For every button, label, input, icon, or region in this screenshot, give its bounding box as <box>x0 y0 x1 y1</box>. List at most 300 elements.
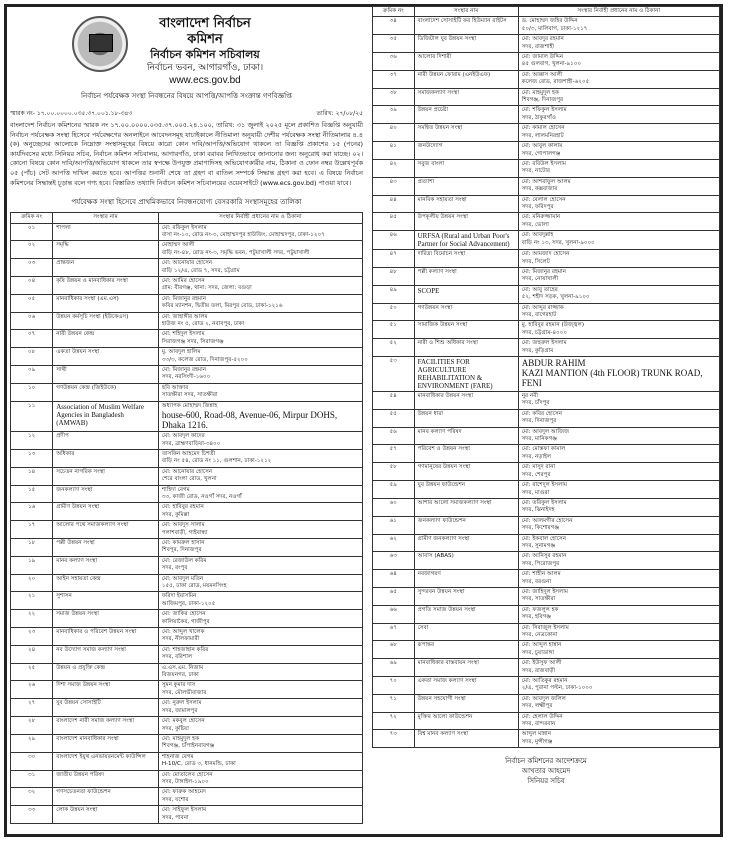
table-row <box>11 752 363 770</box>
organization-address: সদর, সাতক্ষীরা <box>521 596 556 603</box>
memo-line <box>10 108 363 119</box>
serial-number: ১৬ <box>11 503 53 521</box>
organization-name: আলোর দিশারী <box>414 53 518 71</box>
organization-address: সদর, চুয়াডাঙ্গা <box>521 649 554 656</box>
head-and-address <box>518 339 719 357</box>
organization-name: FACILITIES FOR AGRICULTURE REHABILITATION & ENVIRONMENT (FARE) <box>414 357 518 392</box>
executive-head-name: মোহাম্মদ আলী <box>161 242 195 249</box>
organization-name: উন্নয়ন সহযোগী সংস্থা <box>414 694 518 712</box>
head-and-address <box>518 285 719 303</box>
head-and-address <box>158 538 362 556</box>
organization-address: বাসা নং-১০, রোড নং-৩, মোহাম্মদপুর হাউজিং, মোহাম্মদপুর, ঢাকা-১২০৭ <box>161 231 325 238</box>
serial-number: ১৭ <box>11 521 53 539</box>
executive-head-name: মো: আনিসুর রহমান <box>521 553 567 560</box>
executive-head-name: মো: মিজানুর রহমান <box>161 367 207 374</box>
head-and-address <box>518 463 719 481</box>
head-and-address <box>158 663 362 681</box>
head-and-address <box>158 312 362 330</box>
head-and-address <box>158 610 362 628</box>
serial-number: ৪৫ <box>373 213 415 231</box>
executive-head-name: মো: আবদুল কাদের <box>161 433 205 440</box>
organization-address: সদর, সিলেট <box>521 258 550 265</box>
table-row <box>373 231 720 250</box>
organization-address: সদর, রাজশাহী <box>521 43 555 50</box>
table-row <box>373 124 720 142</box>
serial-number: ৭১ <box>373 694 415 712</box>
table-row <box>373 142 720 160</box>
head-and-address <box>518 231 719 250</box>
table-row <box>373 623 720 641</box>
organization-name: দারিদ্র্য বিমোচন সংস্থা <box>414 250 518 268</box>
serial-number: ২৬ <box>11 681 53 699</box>
table-row <box>373 427 720 445</box>
table-row <box>373 392 720 410</box>
table-row <box>373 694 720 712</box>
organization-address: সদর, নরসিংদী-১৬০০ <box>161 374 211 381</box>
organization-address: ৩৩/৩, কলেজ রোড, দিনাজপুর-৫২০০ <box>161 356 248 363</box>
organization-name: প্রত্যাশা <box>414 177 518 195</box>
executive-head-name: মো: রাশেদুল ইসলাম <box>521 482 568 489</box>
organization-address: সদর, বরগুনা <box>521 578 552 585</box>
organization-name: গ্রামীণ জনকল্যাণ সংস্থা <box>414 534 518 552</box>
serial-number: ২৪ <box>11 645 53 663</box>
org-address: নির্বাচন ভবন, আগারগাঁও, ঢাকা। <box>146 63 264 73</box>
organization-name: দিশা সমাজ উন্নয়ন সংস্থা <box>53 681 159 699</box>
organization-address: ৫২, শহীদ সড়ক, খুলনা-৯১০০ <box>521 294 590 301</box>
organization-address: সদর, গোপালগঞ্জ <box>521 150 561 157</box>
organization-name: মানবাধিকার উন্নয়ন সংস্থা <box>414 392 518 410</box>
serial-number: ৬৪ <box>373 570 415 588</box>
executive-head-name: মু. হাবিবুর রহমান (উজ্জ্বল) <box>521 322 585 329</box>
serial-number: ৬৬ <box>373 605 415 623</box>
head-and-address <box>518 35 719 53</box>
organization-name: গণউন্নয়ন সংস্থা <box>414 303 518 321</box>
executive-head-name: শাহিদা বেগম <box>161 486 190 493</box>
organization-name: যুব উন্নয়ন ফাউন্ডেশন <box>414 481 518 499</box>
organization-name: URFSA (Rural and Urban Poor's Partner for Social Advancement) <box>414 231 518 250</box>
serial-number: ১০ <box>11 383 53 401</box>
table-row <box>11 645 363 663</box>
table-row <box>373 88 720 106</box>
head-and-address <box>158 717 362 735</box>
table-row <box>373 195 720 213</box>
organization-address: সদর, শেরপুর <box>521 471 551 478</box>
organization-address: সদর, বান্দরবান <box>521 721 556 728</box>
serial-number: ৪২ <box>373 159 415 177</box>
serial-number: ১১ <box>11 401 53 431</box>
head-and-address <box>158 348 362 366</box>
head-and-address <box>158 556 362 574</box>
table-row <box>373 53 720 71</box>
executive-head-name: মো: রেজাউল করিম <box>161 557 207 564</box>
serial-number: ৭৩ <box>373 730 415 748</box>
table-row <box>11 223 363 241</box>
serial-number: ৩৩ <box>11 806 53 824</box>
serial-number: ৪৬ <box>373 231 415 250</box>
executive-head-name: মো: আলমগীর হোসেন <box>521 517 573 524</box>
table-row <box>11 485 363 503</box>
organization-address: সদর, কিশোরগঞ্জ <box>521 525 560 532</box>
head-and-address <box>518 427 719 445</box>
executive-head-name: মো: আতিকুর রহমান <box>521 678 568 685</box>
head-and-address <box>158 223 362 241</box>
organization-address: সদর, মুন্সীগঞ্জ <box>521 738 553 745</box>
executive-head-name: মো: আবদুর রহমান <box>521 36 564 43</box>
table-row <box>373 463 720 481</box>
serial-number: ১৪ <box>11 467 53 485</box>
organization-name: প্রদীপ <box>53 432 159 450</box>
table-row <box>373 570 720 588</box>
executive-head-name: মো: শাহজাহান কবির <box>161 646 209 653</box>
organization-name: সমন্বিত উন্নয়ন সংস্থা <box>414 124 518 142</box>
organization-name: মানবাধিকার ও পরিবেশ উন্নয়ন সংস্থা <box>53 628 159 646</box>
serial-number: ১২ <box>11 432 53 450</box>
head-and-address <box>158 699 362 717</box>
table-row <box>373 534 720 552</box>
executive-head-name: মো: আশরাফুল আলম <box>521 178 571 185</box>
head-and-address <box>158 330 362 348</box>
serial-number: ০৬ <box>11 312 53 330</box>
executive-head-name: ড. মোহাম্মদ জহির উদ্দিন <box>521 18 578 25</box>
organization-address: সদর, মানিকগঞ্জ <box>521 436 558 443</box>
organization-address: সদর, রংপুর <box>161 565 188 572</box>
executive-head-name: মো: ফজলুল হক <box>521 606 559 613</box>
serial-number: ২০ <box>11 574 53 592</box>
organization-name: গণমানুষের উন্নয়ন সংস্থা <box>414 463 518 481</box>
head-and-address <box>518 534 719 552</box>
serial-number: ০৫ <box>11 294 53 312</box>
executive-head-name: শাহনাজ বেগম <box>161 753 194 760</box>
table-row <box>373 641 720 659</box>
header-head-address: সংস্থার নির্বাহী প্রধানের নাম ও ঠিকানা <box>158 213 362 223</box>
table-row <box>11 294 363 312</box>
executive-head-name: মো: আব্দুল খালেক <box>161 629 205 636</box>
table-row <box>11 401 363 431</box>
serial-number: ৫২ <box>373 339 415 357</box>
organization-address: সিরাজগঞ্জ সদর, সিরাজগঞ্জ <box>161 338 224 345</box>
table-row <box>11 734 363 752</box>
organization-name: সমাজকল্যাণ সংস্থা <box>414 88 518 106</box>
executive-head-name: মো: আনোয়ার হোসেন <box>161 468 213 475</box>
table-row <box>373 409 720 427</box>
executive-head-name: মো: সাইফুল ইসলাম <box>161 807 207 814</box>
organization-address: সদর, নড়াইল <box>521 453 552 460</box>
serial-number: ৫৭ <box>373 445 415 463</box>
organization-name: একতা সমাজ কল্যাণ সংস্থা <box>414 677 518 695</box>
head-and-address <box>158 294 362 312</box>
table-row <box>373 481 720 499</box>
organization-name: সামাজিক উন্নয়ন সংস্থা <box>414 321 518 339</box>
serial-number: ০৮ <box>11 348 53 366</box>
head-and-address <box>158 770 362 788</box>
executive-head-name: ABDUR RAHIM <box>521 358 586 369</box>
organization-name: আইন সহায়তা কেন্দ্র <box>53 574 159 592</box>
head-and-address <box>518 303 719 321</box>
organization-address: কালিয়াকৈর, গাজীপুর <box>161 618 210 625</box>
head-and-address <box>518 498 719 516</box>
organization-address: সদর, চাঁদপুর <box>521 400 550 407</box>
header-org-name: সংস্থার নাম <box>53 213 159 223</box>
head-and-address <box>158 628 362 646</box>
table-row <box>11 449 363 467</box>
header-serial: ক্রমিক নং <box>373 7 415 17</box>
serial-number: ০৪ <box>11 277 53 295</box>
organization-name: সাথী <box>53 366 159 384</box>
organization-name: বাংলাদেশ নারী সমাজ কল্যাণ সংস্থা <box>53 717 159 735</box>
head-and-address <box>158 241 362 259</box>
organization-address: সদর, বাগেরহাট <box>521 312 557 318</box>
organization-name: নারী ও শিশু অধিকার সংস্থা <box>414 339 518 357</box>
table-row <box>11 699 363 717</box>
organization-address: বাড়ি ১২/এ, রোড ৭, সদর, চট্টগ্রাম <box>161 267 240 274</box>
executive-head-name: মো: মাসুদ রানা <box>521 464 556 471</box>
head-and-address <box>518 357 719 392</box>
table-row <box>373 552 720 570</box>
table-row <box>11 383 363 401</box>
organization-name: সবুজ বাংলা <box>414 159 518 177</box>
organization-address: সদর, ফরিদপুর <box>521 203 554 210</box>
organization-name: ডিজিটাল যুব উন্নয়ন সংস্থা <box>414 35 518 53</box>
head-and-address <box>518 124 719 142</box>
organization-address: KAZI MANTION (4th FLOOR) TRUNK ROAD, FENI <box>521 368 703 389</box>
organization-name: অধিকার <box>53 449 159 467</box>
head-and-address <box>518 730 719 748</box>
head-and-address <box>518 250 719 268</box>
signatory-designation: সিনিয়র সচিব <box>527 777 565 786</box>
organization-address: ৪৫ গুলবাগ, খুলনা-৯১০০ <box>521 61 582 68</box>
serial-number: ৭০ <box>373 677 415 695</box>
organization-name: সুশাসন <box>53 592 159 610</box>
organization-name: নারী উন্নয়ন ফোরাম (এনইউএফ) <box>414 70 518 88</box>
organization-name: রূপান্তর <box>414 641 518 659</box>
executive-head-name: মু. আবদুল হালিম <box>161 349 201 356</box>
organization-name: মানব কল্যাণ সংস্থা <box>53 556 159 574</box>
serial-number: ৬২ <box>373 534 415 552</box>
table-row <box>11 467 363 485</box>
organization-address: সদর, নেত্রকোনা <box>521 632 558 638</box>
serial-number: ৪৪ <box>373 195 415 213</box>
head-and-address <box>518 445 719 463</box>
organization-name: লোক উন্নয়ন সংস্থা <box>53 806 159 824</box>
head-and-address <box>158 449 362 467</box>
table-row <box>11 521 363 539</box>
head-and-address <box>158 681 362 699</box>
organization-address: কবির ম্যানশন, দ্বিতীয় তলা, মিরপুর রোড, ঢাকা-১২১৬ <box>161 303 283 310</box>
election-commission-seal-logo <box>72 16 128 72</box>
head-and-address <box>518 677 719 695</box>
executive-head-name: অধ্যাপক মোহাম্মদ জিন্নাহ <box>161 402 218 409</box>
organization-name: জনউদ্যোগ <box>414 142 518 160</box>
organization-address: শিবপুর, দিনাজপুর <box>161 547 202 554</box>
notice-body: বাংলাদেশ নির্বাচন কমিশনের স্মারক নং ১৭.০০.০০০০.০৩৫.৩৭.০০৫.২৪.১০০, তারিখ: ৩১ জুলাই ২০২৫ মূলে প্রকাশিত বিজ্ঞপ্তি অনুযায়ী নির্বাচন পর্যবেক্ষক সংস্থা হিসেবে পর্যবেক্ষণের অনলাইনে আবেদনসমূহ যাচাইকালে নীতিমালা অনুযায়ী দেশীয় পর্যবেক্ষক সংস্থা নীতিমালার ৪.৪ (ক) অনুচ্ছেদের আলোকে নিম্নোক্ত সংস্থাসমূহের বিষয়ে কারো কোন দাবি/আপত্তি/অভিযোগ থাকলে তা বিজ্ঞপ্তি প্রকাশের ১৫ (পনের) কার্যদিবসের মধ্যে সিনিয়র সচিব, নির্বাচন কমিশন সচিবালয়, আগারগাঁও, ঢাকা বরাবর লিখিতভাবে জানানোর জন্য অনুরোধ করা যাচ্ছে। ০২। কোনো বিষয়ে কোন দাবি/আপত্তি/অভিযোগ থাকলে তার স্বপক্ষে উপযুক্ত প্রমাণাদিসহ অভিযোগকারীর নাম, ঠিকানা ও ফোন নম্বর উল্লেখপূর্বক ০৫ (পাঁচ) সেট আপত্তি দাখিল করতে হবে। আপত্তির শুনানী শেষে তা গ্রহণ বা বাতিল সম্পর্কে সিদ্ধান্ত গ্রহণ করা হবে। এ বিষয়ে নির্বাচন কমিশনের সিদ্ধান্তই চূড়ান্ত বলে গণ্য হবে। বিস্তারিত তথ্যাদি নির্বাচন কমিশন সচিবালয়ের ওয়েবসাইটে (www.ecs.gov.bd) পাওয়া যাবে। <box>10 121 364 187</box>
organization-address: শিবগঞ্জ, দিনাজপুর <box>521 97 564 104</box>
organization-address: সদর, কুমিল্লা <box>161 511 190 518</box>
organization-name: যুব উন্নয়ন সোসাইটি <box>53 699 159 717</box>
executive-head-name: মো: জাহাঙ্গীর আলম <box>161 313 208 320</box>
organization-address: সদর, যশোর <box>161 796 189 803</box>
organization-address: শেরে বাংলা রোড, খুলনা <box>161 476 217 483</box>
organization-address: বাড়ি নং ৫৪, রোড নং ১১, গুলশান, ঢাকা-১২১২ <box>161 458 272 465</box>
organization-name: জনকল্যাণ ফাউন্ডেশন <box>414 516 518 534</box>
organization-name: সমাজ উন্নয়ন সংস্থা <box>53 610 159 628</box>
organization-name: Association of Muslim Welfare Agencies in Bangladesh (AMWAB) <box>53 401 159 431</box>
list-title: পর্যবেক্ষক সংস্থা হিসেবে প্রাথমিকভাবে নিবন্ধনযোগ্য বেসরকারি সংস্থাসমূহের তালিকা <box>71 198 302 207</box>
executive-head-name: মো: আক্কাস আলী <box>521 71 563 78</box>
head-and-address <box>158 432 362 450</box>
organization-address: গ্রাম: বীরগঞ্জ, থানা: সদর, জেলা: বগুড়া <box>161 285 252 292</box>
head-and-address <box>158 485 362 503</box>
table-row <box>373 659 720 677</box>
organization-name: বাংলাদেশ মানবাধিকার সংস্থা <box>53 734 159 752</box>
organization-address: বাড়ি নং-৪৮, রোড নং-৩, সমৃদ্ধি ভবন, পটুয়াখালী সদর, পটুয়াখালী <box>161 249 310 256</box>
left-column <box>10 10 363 824</box>
executive-head-name: মো: মকবুল হোসেন <box>161 718 205 725</box>
head-and-address <box>158 521 362 539</box>
executive-head-name: মো: আবদুল মতিন <box>161 575 204 582</box>
head-and-address <box>518 88 719 106</box>
organization-address: সদর, জামালপুর <box>161 707 198 714</box>
head-and-address <box>518 605 719 623</box>
organization-name: মানব কল্যাণ পরিষদ <box>414 427 518 445</box>
executive-head-name: মো: কামরুল হাসান <box>161 539 205 546</box>
executive-head-name: আব্দুল মান্নান <box>521 731 552 738</box>
organization-address: সদর, নীলফামারী <box>161 636 200 643</box>
organization-name: আশার আলো সমাজকল্যাণ সংস্থা <box>414 498 518 516</box>
serial-number: ১৫ <box>11 485 53 503</box>
table-row <box>11 681 363 699</box>
head-and-address <box>518 623 719 641</box>
head-and-address <box>518 195 719 213</box>
executive-head-name: মো: সিরাজুল ইসলাম <box>521 624 569 631</box>
organization-name: প্রগতি সমাজ উন্নয়ন সংস্থা <box>414 605 518 623</box>
serial-number: ৫৫ <box>373 409 415 427</box>
executive-head-name: মো: জহুরুল ইসলাম <box>521 340 567 347</box>
serial-number: ২৮ <box>11 717 53 735</box>
organization-address: সদর, কুষ্টিয়া <box>161 725 189 732</box>
organization-address: সদর, মাগুরা <box>521 489 550 496</box>
serial-number: ৫৩ <box>373 357 415 392</box>
executive-head-name: মো: রফিকুল ইসলাম <box>161 224 207 231</box>
head-and-address <box>158 734 362 752</box>
serial-number: ৪৭ <box>373 250 415 268</box>
executive-head-name: সুমন কুমার দাস <box>161 682 196 689</box>
organization-address: ১৫৫, ঢাকা রোড, ময়মনসিংহ <box>161 583 227 589</box>
serial-number: ৪০ <box>373 124 415 142</box>
serial-number: ১৩ <box>11 449 53 467</box>
organization-address: সদর, লক্ষ্মীপুর <box>521 703 553 710</box>
serial-number: ২৩ <box>11 628 53 646</box>
serial-number: ১৯ <box>11 556 53 574</box>
serial-number: ৫৬ <box>373 427 415 445</box>
table-row <box>11 770 363 788</box>
organization-name: গণউন্নয়ন কেন্দ্র (জিইউকে) <box>53 383 159 401</box>
head-and-address <box>158 366 362 384</box>
serial-number: ৩৭ <box>373 70 415 88</box>
organization-name: পরিবেশ ও উন্নয়ন সংস্থা <box>414 445 518 463</box>
table-row <box>373 159 720 177</box>
head-and-address <box>518 712 719 730</box>
serial-number: ৬৫ <box>373 587 415 605</box>
notice-title: নির্বাচন পর্যবেক্ষক সংস্থা নিবন্ধনের বিষয়ে আপত্তি/আপত্তি সংক্রান্ত গণবিজ্ঞপ্তি <box>81 92 292 100</box>
executive-head-name: মো: নুরুল ইসলাম <box>161 700 202 707</box>
organization-address: পলাশবাড়ী, গাইবান্ধা <box>161 529 208 536</box>
head-and-address <box>518 587 719 605</box>
organization-address: সদর, ভোলা <box>521 221 549 228</box>
signature-block <box>372 756 720 786</box>
executive-head-name: নুর নবী <box>521 393 538 400</box>
table-row <box>11 348 363 366</box>
serial-number: ৫১ <box>373 321 415 339</box>
head-and-address <box>518 641 719 659</box>
organization-address: সদর, হবিগঞ্জ <box>521 614 552 621</box>
serial-number: ৩৪ <box>373 17 415 35</box>
serial-number: ৬০ <box>373 498 415 516</box>
serial-number: ০১ <box>11 223 53 241</box>
serial-number: ৪১ <box>373 142 415 160</box>
signatory-name: আখতার আহমেদ <box>521 767 571 776</box>
executive-head-name: মো: আব্দুর রাজ্জাক <box>521 304 564 311</box>
table-row <box>11 330 363 348</box>
executive-head-name: মো: হাবিবুর রহমান <box>161 504 204 511</box>
organization-name: পল্লী কল্যাণ সংস্থা <box>414 267 518 285</box>
head-and-address <box>518 213 719 231</box>
organization-name: মানবাধিকার বাস্তবায়ন সংস্থা <box>414 659 518 677</box>
table-row <box>373 587 720 605</box>
head-and-address <box>158 467 362 485</box>
table-row <box>373 712 720 730</box>
organization-name: নবজাগরণ <box>414 570 518 588</box>
executive-head-name: মো: ইউসুফ আলী <box>521 660 562 667</box>
serial-number: ৬৩ <box>373 552 415 570</box>
organization-address: ৩৩, কাজী রোড, নওগাঁ সদর, নওগাঁ <box>161 493 242 500</box>
executive-head-name: তাসকিন আহমেদ চিশতী <box>161 450 216 457</box>
serial-number: ১৮ <box>11 538 53 556</box>
organization-address: বিজয়নগর, ঢাকা <box>161 672 199 679</box>
serial-number: ৩৬ <box>373 53 415 71</box>
serial-number: ০৯ <box>11 366 53 384</box>
organization-name: নারী উন্নয়ন কেন্দ্র <box>53 330 159 348</box>
serial-number: ৫৮ <box>373 463 415 481</box>
serial-number: ৬৯ <box>373 659 415 677</box>
executive-head-name: মো: আবদুস সালাম <box>161 522 205 529</box>
table-row <box>373 285 720 303</box>
table-row <box>11 259 363 277</box>
organizations-table-left <box>10 212 363 824</box>
executive-head-name: মো: বেলাল হোসেন <box>521 196 566 203</box>
executive-head-name: মো: আবদুল্লাহ <box>521 232 554 239</box>
organization-address: সদর, রাজবাড়ী <box>521 667 556 674</box>
organization-address: সদর, লালমনিরহাট <box>521 132 564 139</box>
head-and-address <box>518 409 719 427</box>
organization-address: সদর, ঠাকুরগাঁও <box>521 114 556 121</box>
table-row <box>373 35 720 53</box>
head-and-address <box>158 277 362 295</box>
serial-number: ২৫ <box>11 663 53 681</box>
head-and-address <box>158 592 362 610</box>
serial-number: ৬৭ <box>373 623 415 641</box>
organization-name: জাতীয় উন্নয়ন পরিষদ <box>53 770 159 788</box>
serial-number: ২৭ <box>11 699 53 717</box>
table-row <box>373 303 720 321</box>
organization-name: আলোর পথে সমাজকল্যাণ সংস্থা <box>53 521 159 539</box>
organization-address: ২/এ, পুরানা পল্টন, ঢাকা-১০০০ <box>521 685 593 692</box>
head-and-address <box>518 481 719 499</box>
head-and-address <box>158 503 362 521</box>
table-row <box>11 592 363 610</box>
right-column <box>372 6 720 786</box>
executive-head-name: মো: মাহমুদুল হক <box>521 89 559 96</box>
org-website: www.ecs.gov.bd <box>169 75 241 86</box>
